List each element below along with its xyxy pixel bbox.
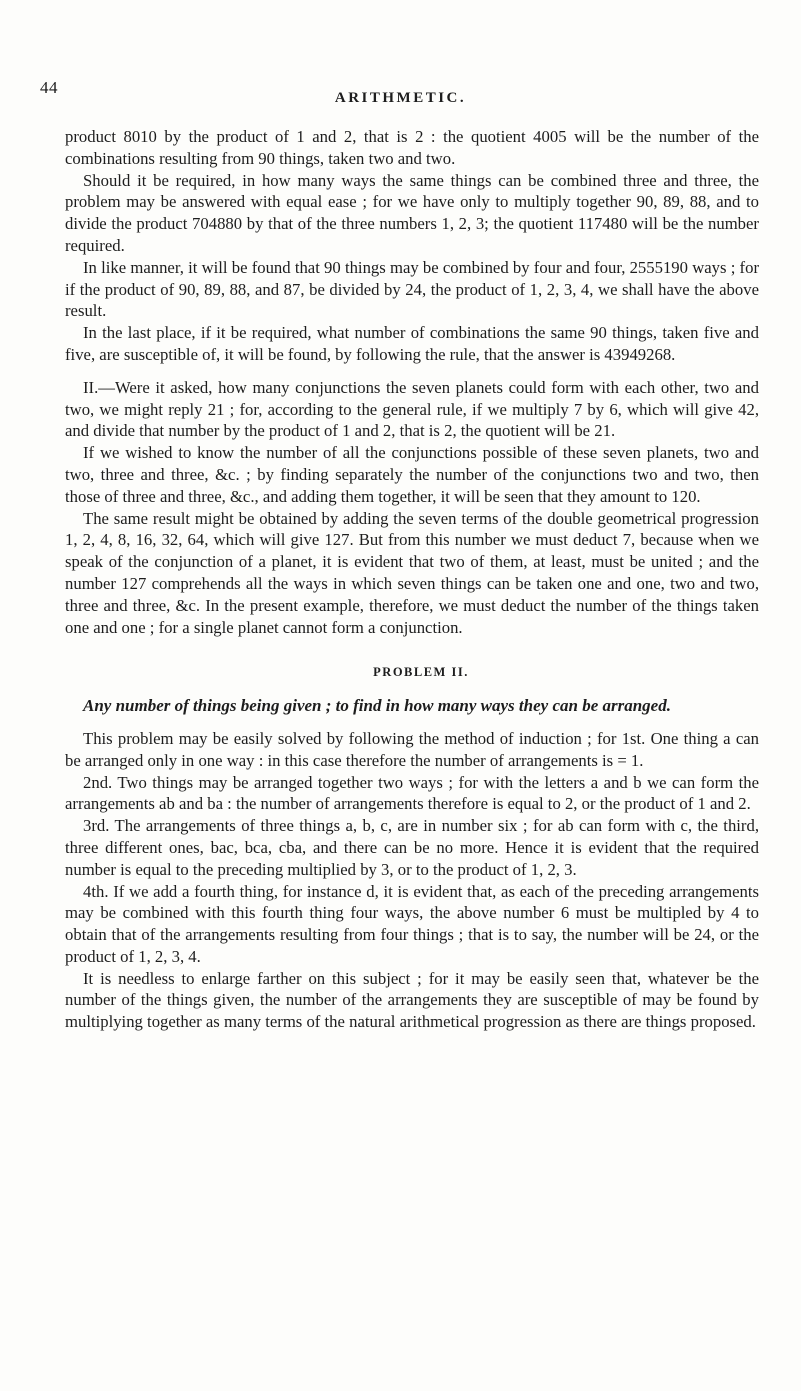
page-number: 44 (40, 78, 58, 97)
problem-statement: Any number of things being given ; to find in how many ways they can be arranged. (83, 696, 671, 716)
running-head: ARITHMETIC. (334, 90, 467, 106)
spacer (65, 366, 759, 377)
paragraph: 2nd. Two things may be arranged together two ways ; for with the letters a and b we can form the arrangements ab and ba : the number of arrangements therefore is equal to 2, or the product of 1 and 2. (65, 772, 759, 814)
paragraph: In like manner, it will be found that 90 things may be combined by four and four, 2555190 ways ; for if the product of 90, 89, 88, and 87, be divided by 24, the product of 1, 2, 3, 4, we shall have the above result. (65, 257, 759, 321)
paragraph: 4th. If we add a fourth thing, for instance d, it is evident that, as each of the preceding arrangements may be combined with this fourth thing four ways, the above number 6 must be multipled by 4 to obtain that of the arrangements resulting from four things ; that is to say, the number will be 24, or the product of 1, 2, 3, 4. (65, 881, 759, 966)
paragraph: II.—Were it asked, how many conjunctions the seven planets could form with each other, two and two, we might reply 21 ; for, according to the general rule, if we multiply 7 by 6, which will give 42, and divide that number by the product of 1 and 2, that is 2, the quotient will be 21. (65, 377, 759, 441)
paragraph: It is needless to enlarge farther on this subject ; for it may be easily seen that, whatever be the number of the things given, the number of the arrangements they are susceptible of may be found by multiplying together as many terms of the natural arithmetical progression as there are things proposed. (65, 968, 759, 1032)
paragraph: If we wished to know the number of all the conjunctions possible of these seven planets, two and two, three and three, &c. ; by finding separately the number of the conjunctions two and two, then those of three and three, &c., and adding them together, it will be seen that they amount to 120. (65, 443, 759, 506)
problem-heading: PROBLEM II. (373, 665, 469, 680)
page-body (65, 126, 759, 1033)
spacer (65, 717, 759, 728)
spacer (65, 684, 759, 695)
paragraph: The same result might be obtained by adding the seven terms of the double geometrical progression 1, 2, 4, 8, 16, 32, 64, which will give 127. But from this number we must deduct 7, because when we speak of the conjunction of a planet, it is evident that two of them, at least, must be united ; and the number 127 comprehends all the ways in which seven things can be taken one and one, two and two, three and three, &c. In the present example, therefore, we must deduct the number of the things taken one and one ; for a single planet cannot form a conjunction. (65, 508, 759, 637)
spacer (65, 638, 759, 662)
paragraph: product 8010 by the product of 1 and 2, that is 2 : the quotient 4005 will be the number of the combinations resulting from 90 things, taken two and two. (65, 127, 759, 168)
paragraph: Should it be required, in how many ways the same things can be combined three and three, the problem may be answered with equal ease ; for we have only to multiply together 90, 89, 88, and to divide the product 704880 by that of the three numbers 1, 2, 3; the quotient 117480 will be the number required. (65, 170, 759, 255)
paragraph: In the last place, if it be required, what number of combinations the same 90 things, taken five and five, are susceptible of, it will be found, by following the rule, that the answer is 43949268. (65, 323, 759, 364)
paragraph: This problem may be easily solved by following the method of induction ; for 1st. One thing a can be arranged only in one way : in this case therefore the number of arrangements is = 1. (65, 728, 759, 770)
paragraph: 3rd. The arrangements of three things a, b, c, are in number six ; for ab can form with c, the third, three different ones, bac, bca, cba, and there can be no more. Hence it is evident that the required number is equal to the preceding multiplied by 3, or to the product of 1, 2, 3. (65, 816, 759, 879)
